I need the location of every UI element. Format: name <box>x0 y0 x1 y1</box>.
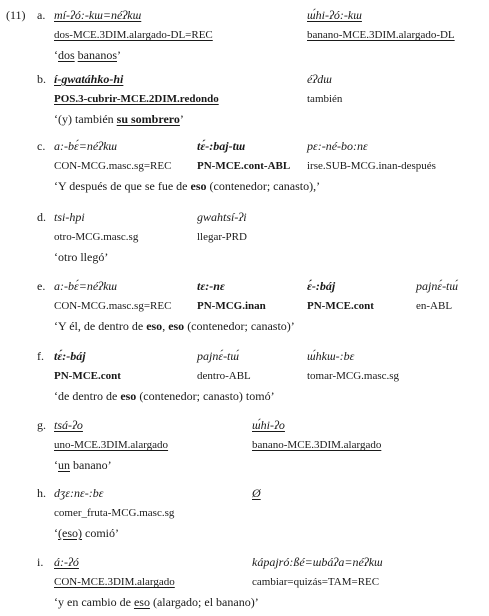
form-word-2: Ø <box>252 486 261 500</box>
gloss-word-1: CON-MCG.masc.sg=REC <box>54 300 172 312</box>
translation: ‘(y) también su sombrero’ <box>54 112 184 126</box>
form-word-1: tsi-hpi <box>54 210 85 224</box>
form-word-3: ɯ́hkɯ-:bɛ <box>307 349 355 363</box>
form-word-2: ɯ́hi-ʔo <box>252 418 285 432</box>
form-word-1: dʒɛ:nɛ-:bɛ <box>54 486 104 500</box>
form-word-2: éʔdɯ <box>307 72 332 86</box>
form-word-4: pajnɛ́-tɯ́ <box>416 279 459 293</box>
gloss-word-1: POS.3-cubrir-MCE.2DIM.redondo <box>54 93 219 105</box>
example-letter: d. <box>37 210 46 224</box>
example-letter: i. <box>37 555 44 569</box>
form-word-1: a:-bɛ́=néʔkɯ <box>54 139 118 153</box>
gloss-word-1: CON-MCG.masc.sg=REC <box>54 160 172 172</box>
translation: ‘de dentro de eso (contenedor; canasto) tomó’ <box>54 389 275 403</box>
gloss-word-2: banano-MCE.3DIM.alargado-DL <box>307 29 455 41</box>
translation: ‘un banano’ <box>54 458 112 472</box>
gloss-word-1: dos-MCE.3DIM.alargado-DL=REC <box>54 29 213 41</box>
translation: ‘Y él, de dentro de eso, eso (contenedor; canasto)’ <box>54 319 295 333</box>
gloss-word-3: tomar-MCG.masc.sg <box>307 370 400 382</box>
example-letter: f. <box>37 349 44 363</box>
gloss-word-2: PN-MCG.inan <box>197 300 266 312</box>
example-letter: a. <box>37 8 46 22</box>
form-word-1: tɛ́:-báj <box>54 349 86 363</box>
form-word-1: í-gwatáhko-hi <box>54 72 124 86</box>
example-letter: b. <box>37 72 46 86</box>
gloss-word-2: cambiar=quizás=TAM=REC <box>252 576 380 588</box>
translation: ‘y en cambio de eso (alargado; el banano)’ <box>54 595 259 609</box>
example-letter: g. <box>37 418 46 432</box>
gloss-word-1: otro-MCG.masc.sg <box>54 231 139 243</box>
translation: ‘(eso) comió’ <box>54 526 119 540</box>
gloss-word-3: irse.SUB-MCG.inan-después <box>307 160 436 172</box>
form-word-2: tɛ́-:baj-tɯ <box>197 139 246 153</box>
gloss-word-2: dentro-ABL <box>197 370 251 382</box>
gloss-word-2: también <box>307 93 343 105</box>
translation: ‘Y después de que se fue de eso (contenedor; canasto),’ <box>54 179 321 193</box>
form-word-1: mí-ʔó:-kɯ=néʔkɯ <box>54 8 142 22</box>
gloss-word-1: uno-MCE.3DIM.alargado <box>54 439 169 451</box>
translation: ‘otro llegó’ <box>54 250 109 264</box>
form-word-3: ɛ́-:báj <box>307 279 336 293</box>
gloss-word-1: CON-MCE.3DIM.alargado <box>54 576 175 588</box>
form-word-1: tsá-ʔo <box>54 418 83 432</box>
translation: ‘dos bananos’ <box>54 48 121 62</box>
form-word-3: pɛ:-né-bo:nɛ <box>307 139 368 153</box>
gloss-word-2: PN-MCE.cont-ABL <box>197 160 291 172</box>
example-letter: h. <box>37 486 46 500</box>
form-word-2: pajnɛ́-tɯ́ <box>197 349 240 363</box>
gloss-word-2: llegar-PRD <box>197 231 247 243</box>
gloss-word-1: comer_fruta-MCG.masc.sg <box>54 507 175 519</box>
example-number: (11) <box>6 8 26 22</box>
form-word-1: á:-ʔó <box>54 555 79 569</box>
form-word-2: gwahtsí-ʔi <box>197 210 247 224</box>
gloss-word-4: en-ABL <box>416 300 453 312</box>
form-word-2: ɯ́hi-ʔó:-kɯ <box>307 8 362 22</box>
gloss-word-3: PN-MCE.cont <box>307 300 374 312</box>
gloss-word-2: banano-MCE.3DIM.alargado <box>252 439 382 451</box>
example-letter: c. <box>37 139 46 153</box>
gloss-word-1: PN-MCE.cont <box>54 370 121 382</box>
example-letter: e. <box>37 279 46 293</box>
form-word-2: kápajró:ßé=ɯbáʔa=néʔkɯ <box>252 555 383 569</box>
form-word-1: a:-bɛ́=néʔkɯ <box>54 279 118 293</box>
form-word-2: tɛ:-nɛ <box>197 279 225 293</box>
